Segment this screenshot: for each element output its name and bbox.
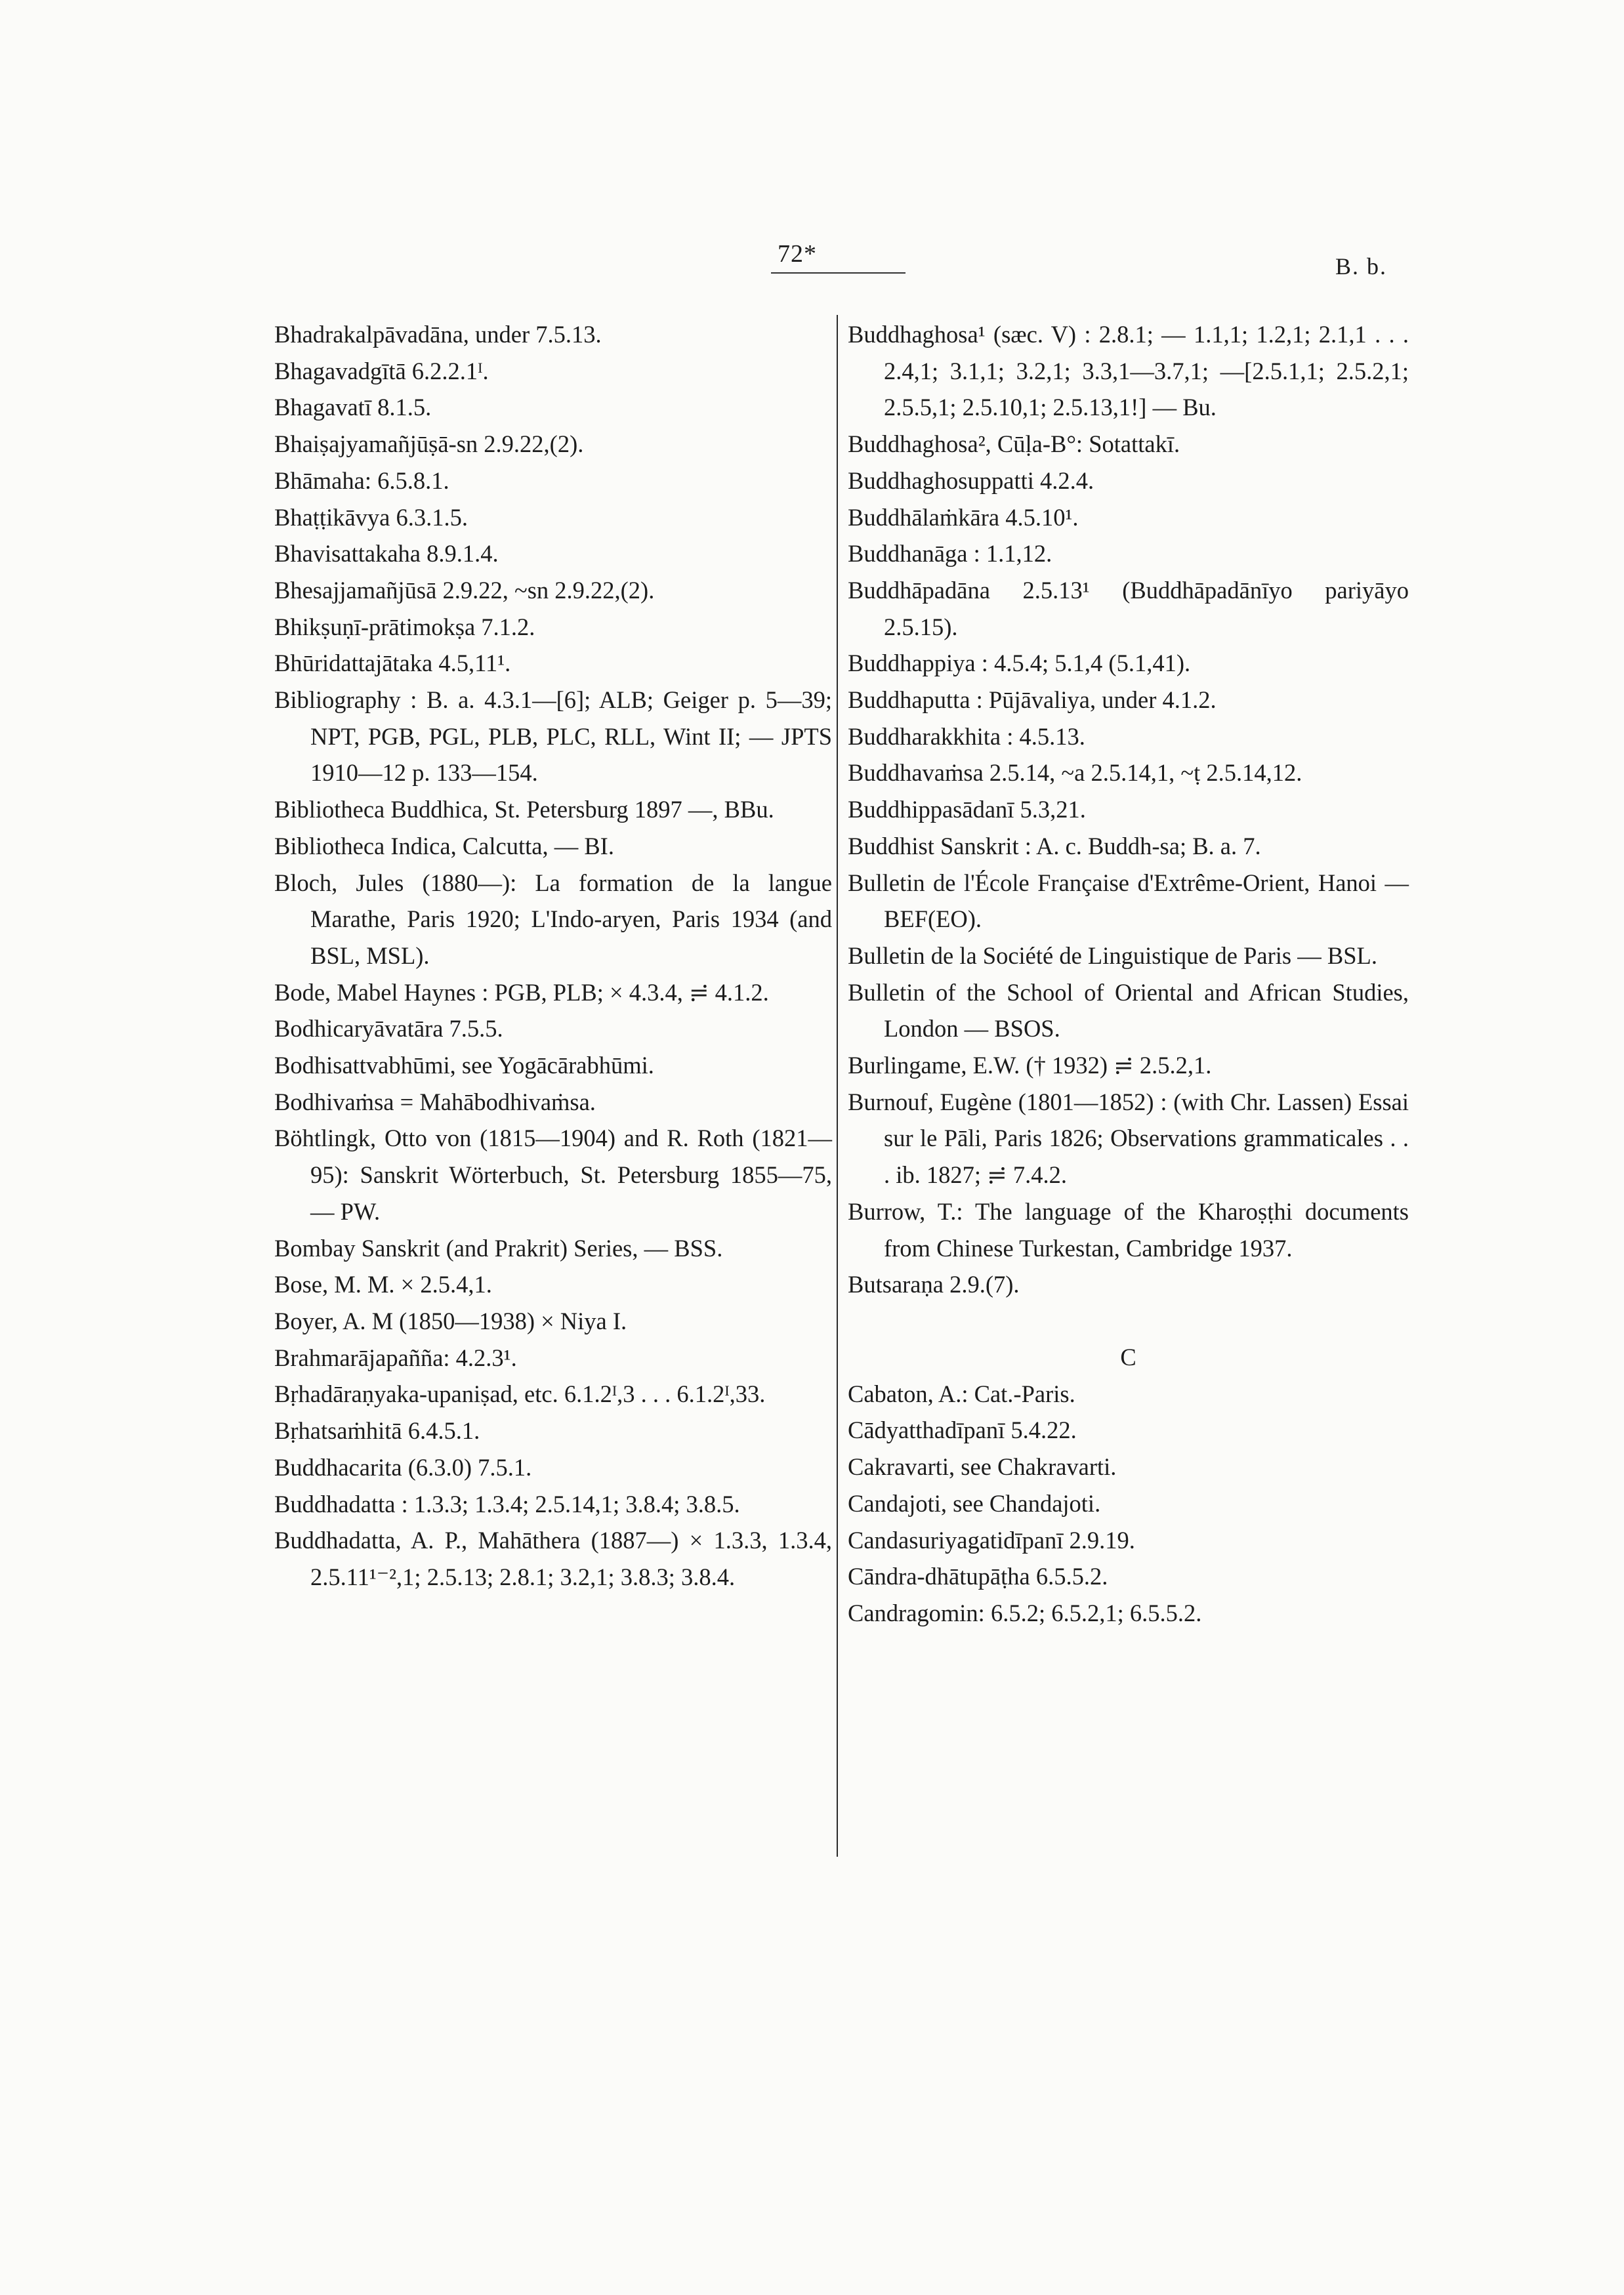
index-entry: Buddhavaṁsa 2.5.14, ~a 2.5.14,1, ~ṭ 2.5.14,12.: [848, 759, 1302, 787]
index-entry: Buddhacarita (6.3.0) 7.5.1.: [274, 1453, 532, 1481]
index-entry: Buddhaghosa¹ (sæc. V) : 2.8.1; — 1.1,1; 1.2,1; 2.1,1 . . . 2.4,1; 3.1,1; 3.2,1; 3.3,1—3.7,1; —[2.5.1,1; 2.5.2,1; 2.5.5,1; 2.5.10,1; 2.5.13,1!] — Bu.: [848, 321, 1409, 421]
right-column: [848, 316, 1409, 1632]
index-entry: Candajoti, see Chandajoti.: [848, 1489, 1101, 1517]
index-entry: Butsaraṇa 2.9.(7).: [848, 1271, 1020, 1298]
index-entry: Cādyatthadīpanī 5.4.22.: [848, 1416, 1077, 1444]
index-entry: Boyer, A. M (1850—1938) × Niya I.: [274, 1307, 627, 1334]
section-mark: B. b.: [1335, 253, 1388, 279]
page-number: 72*: [778, 240, 817, 268]
index-entry: Buddhadatta : 1.3.3; 1.3.4; 2.5.14,1; 3.8.4; 3.8.5.: [274, 1490, 740, 1518]
index-entry: Cakravarti, see Chakravarti.: [848, 1453, 1117, 1481]
index-entry: Bhadrakalpāvadāna, under 7.5.13.: [274, 321, 602, 348]
index-entry: Candragomin: 6.5.2; 6.5.2,1; 6.5.5.2.: [848, 1599, 1202, 1626]
index-entry: Bhesajjamañjūsā 2.9.22, ~sn 2.9.22,(2).: [274, 576, 655, 604]
index-entry: Brahmarājapañña: 4.2.3¹.: [274, 1344, 517, 1371]
index-entry: Bodhivaṁsa = Mahābodhivaṁsa.: [274, 1088, 596, 1115]
index-entry: Bibliotheca Indica, Calcutta, — BI.: [274, 832, 614, 859]
index-entry: Bhaiṣajyamañjūṣā-sn 2.9.22,(2).: [274, 430, 584, 458]
index-entry: Bhikṣuṇī-prātimokṣa 7.1.2.: [274, 613, 535, 640]
index-entry: Buddhāpadāna 2.5.13¹ (Buddhāpadānīyo pariyāyo 2.5.15).: [848, 576, 1409, 640]
index-entry: Burnouf, Eugène (1801—1852) : (with Chr. Lassen) Essai sur le Pāli, Paris 1826; Observations grammaticales . . . ib. 1827; ≓ 7.4.2.: [848, 1088, 1409, 1189]
index-entry: Burlingame, E.W. († 1932) ≓ 2.5.2,1.: [848, 1052, 1212, 1079]
index-entry: Buddhālaṁkāra 4.5.10¹.: [848, 503, 1079, 531]
index-entry: Bloch, Jules (1880—): La formation de la langue Marathe, Paris 1920; L'Indo-aryen, Paris 1934 (and BSL, MSL).: [274, 869, 832, 969]
column-divider: [837, 315, 838, 1857]
index-entry: Buddhippasādanī 5.3,21.: [848, 796, 1086, 823]
index-entry: Bhagavadgītā 6.2.2.1ᴵ.: [274, 357, 489, 384]
index-entry: Candasuriyagatidīpanī 2.9.19.: [848, 1526, 1135, 1554]
index-entry: Buddhanāga : 1.1,12.: [848, 540, 1052, 568]
index-entry: Bhaṭṭikāvya 6.3.1.5.: [274, 503, 468, 531]
index-entry: Buddhaputta : Pūjāvaliya, under 4.1.2.: [848, 686, 1217, 714]
index-entry: Buddhist Sanskrit : A. c. Buddh-sa; B. a. 7.: [848, 832, 1261, 859]
index-entry: Bombay Sanskrit (and Prakrit) Series, — BSS.: [274, 1234, 723, 1262]
index-entry: Bibliotheca Buddhica, St. Petersburg 1897 —, BBu.: [274, 796, 774, 823]
index-entry: Cabaton, A.: Cat.-Paris.: [848, 1380, 1075, 1407]
index-entry: Bibliography : B. a. 4.3.1—[6]; ALB; Geiger p. 5—39; NPT, PGB, PGL, PLB, PLC, RLL, Wint II; — JPTS 1910—12 p. 133—154.: [274, 686, 832, 787]
index-entry: Bhūridattajātaka 4.5,11¹.: [274, 650, 511, 677]
index-entry: Buddhaghosa², Cūḷa-B°: Sotattakī.: [848, 430, 1180, 458]
index-entry: Bhāmaha: 6.5.8.1.: [274, 466, 449, 494]
index-entry: Böhtlingk, Otto von (1815—1904) and R. Roth (1821—95): Sanskrit Wörterbuch, St. Petersburg 1855—75, — PW.: [274, 1125, 832, 1225]
index-entry: Buddhaghosuppatti 4.2.4.: [848, 466, 1094, 494]
index-entry: Bhavisattakaha 8.9.1.4.: [274, 540, 499, 568]
index-entry: Bulletin de la Société de Linguistique de Paris — BSL.: [848, 941, 1377, 969]
index-entry: Bose, M. M. × 2.5.4,1.: [274, 1271, 492, 1298]
index-entry: Bodhisattvabhūmi, see Yogācārabhūmi.: [274, 1052, 654, 1079]
index-entry: Buddharakkhita : 4.5.13.: [848, 722, 1085, 750]
index-entry: Cāndra-dhātupāṭha 6.5.5.2.: [848, 1563, 1108, 1590]
index-entry: Bulletin of the School of Oriental and African Studies, London — BSOS.: [848, 978, 1409, 1043]
index-entry: Bṛhadāraṇyaka-upaniṣad, etc. 6.1.2ᴵ,3 . . . 6.1.2ᴵ,33.: [274, 1380, 766, 1408]
index-entry: Buddhadatta, A. P., Mahāthera (1887—) × 1.3.3, 1.3.4, 2.5.11¹⁻²,1; 2.5.13; 2.8.1; 3.2,1; 3.8.3; 3.8.4.: [274, 1527, 832, 1590]
index-entry: Burrow, T.: The language of the Kharoṣṭhi documents from Chinese Turkestan, Cambridge 1937.: [848, 1197, 1409, 1262]
index-entry: Bulletin de l'École Française d'Extrême-Orient, Hanoi — BEF(EO).: [848, 869, 1409, 933]
page-number-underline: [771, 272, 906, 274]
index-entry: Bode, Mabel Haynes : PGB, PLB; × 4.3.4, ≓ 4.1.2.: [274, 978, 769, 1006]
index-entry: Bṛhatsaṁhitā 6.4.5.1.: [274, 1417, 480, 1445]
section-heading-c: C: [1120, 1343, 1136, 1371]
index-entry: Bhagavatī 8.1.5.: [274, 394, 432, 421]
index-entry: Bodhicaryāvatāra 7.5.5.: [274, 1015, 503, 1043]
left-column: [274, 316, 832, 1596]
index-entry: Buddhappiya : 4.5.4; 5.1,4 (5.1,41).: [848, 650, 1191, 677]
